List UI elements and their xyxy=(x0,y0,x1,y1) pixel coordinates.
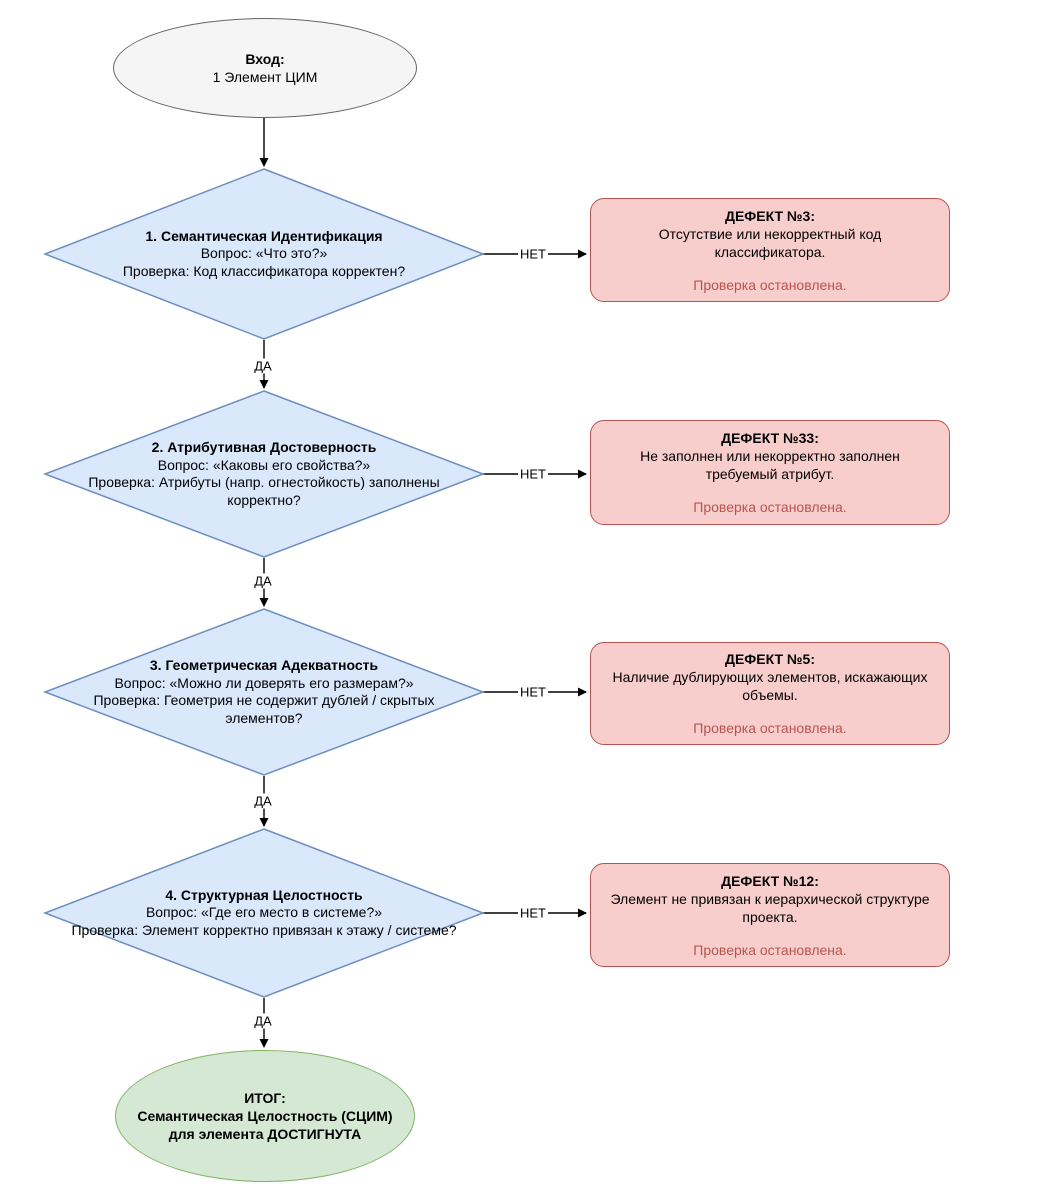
defect-status: Проверка остановлена. xyxy=(693,276,847,293)
end-node xyxy=(115,1050,415,1182)
end-node-line2: для элемента ДОСТИГНУТА xyxy=(168,1126,362,1142)
decision-text-2 xyxy=(61,390,467,558)
decision-question: Вопрос: «Можно ли доверять его размерам?» xyxy=(114,674,414,691)
defect-title: ДЕФЕКТ №3: xyxy=(725,207,815,224)
defect-title: ДЕФЕКТ №33: xyxy=(721,430,819,446)
decision-check: Проверка: Геометрия не содержит дублей / скрытых элементов? xyxy=(93,692,435,726)
defect-box-1 xyxy=(590,198,950,302)
defect-box-3 xyxy=(590,642,950,745)
edge-label-no-4: НЕТ xyxy=(520,905,546,921)
defect-status: Проверка остановлена. xyxy=(693,941,847,958)
decision-title: 4. Структурная Целостность xyxy=(165,886,363,903)
decision-title: 2. Атрибутивная Достоверность xyxy=(151,439,377,455)
decision-check: Проверка: Код классификатора корректен? xyxy=(122,262,406,279)
defect-box-2 xyxy=(590,420,950,525)
decision-title: 3. Геометрическая Адекватность xyxy=(149,657,379,673)
edge-label-no-3: НЕТ xyxy=(520,684,546,700)
defect-box-4 xyxy=(590,863,950,967)
decision-text-1 xyxy=(61,168,467,340)
decision-question: Вопрос: «Что это?» xyxy=(200,245,328,262)
decision-text-4 xyxy=(61,828,467,998)
decision-text-3 xyxy=(61,608,467,776)
edge-label-no-2: НЕТ xyxy=(520,466,546,482)
defect-title: ДЕФЕКТ №12: xyxy=(721,872,819,889)
start-node xyxy=(113,18,417,118)
defect-title: ДЕФЕКТ №5: xyxy=(725,651,815,667)
decision-title: 1. Семантическая Идентификация xyxy=(145,227,383,244)
end-node-title: ИТОГ: xyxy=(244,1090,286,1106)
decision-question: Вопрос: «Где его место в системе?» xyxy=(145,904,383,921)
edge-label-yes-1: ДА xyxy=(254,358,272,374)
start-node-title: Вход: xyxy=(245,51,285,67)
edge-label-yes-4: ДА xyxy=(254,1013,272,1029)
edge-label-no-1: НЕТ xyxy=(520,246,546,262)
defect-description: Не заполнен или некорректно заполнен требуемый атрибут. xyxy=(640,448,900,482)
decision-check: Проверка: Элемент корректно привязан к этажу / системе? xyxy=(71,921,457,938)
decision-check: Проверка: Атрибуты (напр. огнестойкость) заполнены корректно? xyxy=(88,474,440,508)
defect-status: Проверка остановлена. xyxy=(693,499,847,515)
defect-description: Элемент не привязан к иерархической структуре проекта. xyxy=(610,890,930,925)
end-node-line1: Семантическая Целостность (СЦИМ) xyxy=(137,1108,393,1124)
decision-question: Вопрос: «Каковы его свойства?» xyxy=(157,456,371,473)
defect-status: Проверка остановлена. xyxy=(693,720,847,736)
edge-label-yes-3: ДА xyxy=(254,793,272,809)
edge-label-yes-2: ДА xyxy=(254,573,272,589)
defect-description: Наличие дублирующих элементов, искажающих объемы. xyxy=(612,669,928,703)
defect-description: Отсутствие или некорректный код классификатора. xyxy=(658,225,882,260)
start-node-subtitle: 1 Элемент ЦИМ xyxy=(212,69,318,85)
